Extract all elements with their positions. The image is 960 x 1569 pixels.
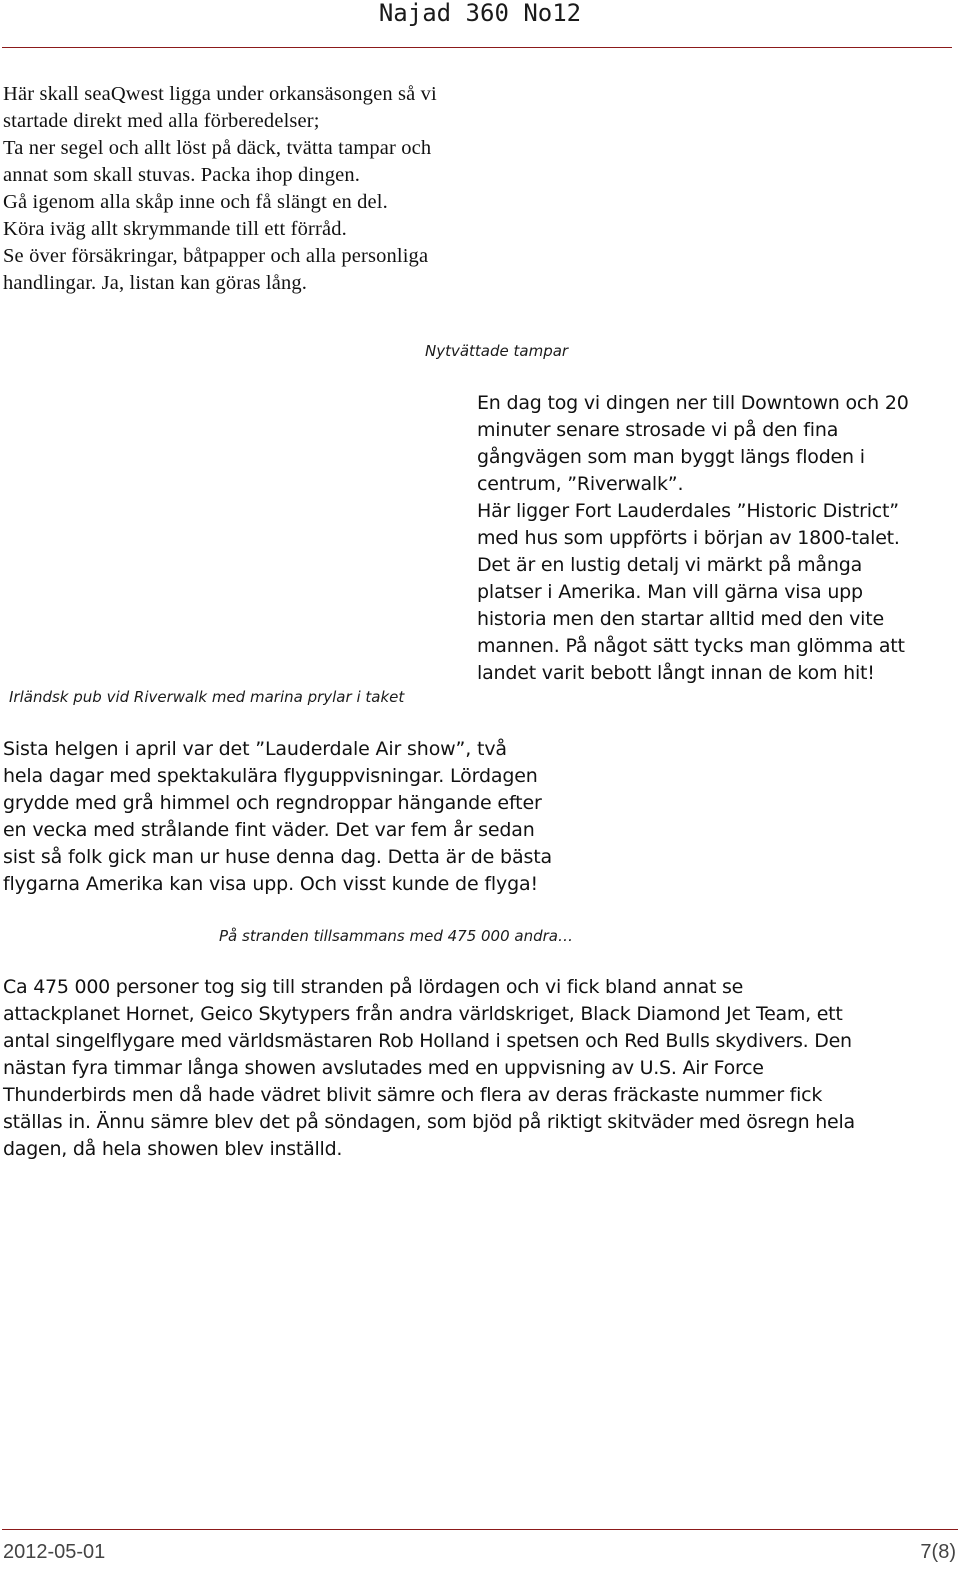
text-line: dagen, då hela showen blev inställd.	[3, 1138, 343, 1160]
riverwalk-paragraph	[477, 390, 957, 687]
text-line: antal singelflygare med världsmästaren Rob Holland i spetsen och Red Bulls skydivers. Den	[3, 1030, 852, 1052]
text-line: Ca 475 000 personer tog sig till stranden på lördagen och vi fick bland annat se	[3, 976, 744, 998]
text-line: grydde med grå himmel och regndroppar hängande efter	[3, 792, 542, 814]
text-line: sist så folk gick man ur huse denna dag. Detta är de bästa	[3, 846, 552, 868]
text-line: en vecka med strålande fint väder. Det var fem år sedan	[3, 819, 535, 841]
airshow-paragraph	[3, 736, 623, 898]
text-line: Här skall seaQwest ligga under orkansäsongen så vi	[3, 83, 437, 105]
text-line: hela dagar med spektakulära flyguppvisningar. Lördagen	[3, 765, 538, 787]
text-line: annat som skall stuvas. Packa ihop dingen.	[3, 164, 361, 186]
text-line: Se över försäkringar, båtpapper och alla personliga	[3, 245, 429, 267]
footer-date: 2012-05-01	[3, 1541, 106, 1563]
caption-pub: Irländsk pub vid Riverwalk med marina prylar i taket	[9, 688, 405, 706]
text-line: nästan fyra timmar långa showen avslutades med en uppvisning av U.S. Air Force	[3, 1057, 764, 1079]
text-line: attackplanet Hornet, Geico Skytypers från andra världskriget, Black Diamond Jet Team, ett	[3, 1003, 843, 1025]
text-line: Köra iväg allt skrymmande till ett förråd.	[3, 218, 347, 240]
footer-rule	[2, 1529, 958, 1530]
text-line: Sista helgen i april var det ”Lauderdale Air show”, två	[3, 738, 507, 760]
text-line: Ta ner segel och allt löst på däck, tvätta tampar och	[3, 137, 432, 159]
intro-paragraph	[3, 81, 603, 297]
text-line: En dag tog vi dingen ner till Downtown och 20	[477, 392, 909, 414]
text-line: Thunderbirds men då hade vädret blivit sämre och flera av deras fräckaste nummer fick	[3, 1084, 823, 1106]
caption-ropes: Nytvättade tampar	[425, 342, 569, 360]
text-line: startade direkt med alla förberedelser;	[3, 110, 320, 132]
header-rule	[2, 47, 952, 48]
text-line: mannen. På något sätt tycks man glömma att	[477, 635, 905, 657]
text-line: med hus som uppförts i början av 1800-talet.	[477, 527, 900, 549]
caption-beach: På stranden tillsammans med 475 000 andra…	[219, 927, 573, 945]
text-line: platser i Amerika. Man vill gärna visa upp	[477, 581, 863, 603]
text-line: gångvägen som man byggt längs floden i	[477, 446, 865, 468]
text-line: handlingar. Ja, listan kan göras lång.	[3, 272, 308, 294]
text-line: minuter senare strosade vi på den fina	[477, 419, 839, 441]
text-line: flygarna Amerika kan visa upp. Och visst kunde de flyga!	[3, 873, 539, 895]
text-line: centrum, ”Riverwalk”.	[477, 473, 684, 495]
text-line: landet varit bebott långt innan de kom hit!	[477, 662, 875, 684]
text-line: historia men den startar alltid med den vite	[477, 608, 884, 630]
document-title: Najad 360 No12	[378, 0, 582, 27]
text-line: Gå igenom alla skåp inne och få slängt en del.	[3, 191, 388, 213]
text-line: ställas in. Ännu sämre blev det på söndagen, som bjöd på riktigt skitväder med ösregn hela	[3, 1111, 855, 1133]
text-line: Här ligger Fort Lauderdales ”Historic District”	[477, 500, 899, 522]
text-line: Det är en lustig detalj vi märkt på många	[477, 554, 863, 576]
page-number: 7(8)	[920, 1541, 956, 1563]
beach-paragraph	[3, 974, 959, 1163]
